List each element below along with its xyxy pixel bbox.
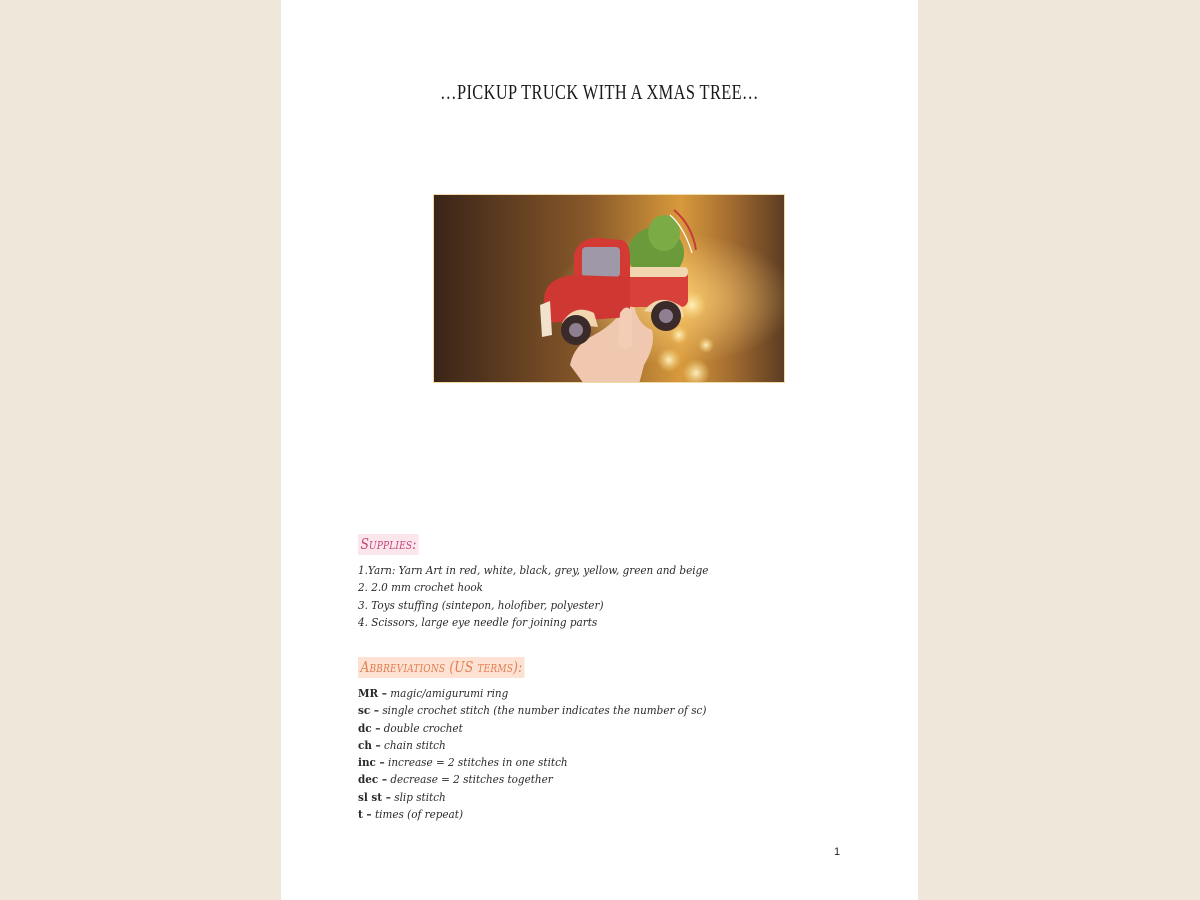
truck-photo [433, 194, 785, 383]
abbreviation-term: MR – [358, 686, 387, 700]
abbreviation-term: dec – [358, 772, 388, 787]
abbreviation-term: sl st – [358, 789, 391, 804]
abbreviation-description: chain stitch [380, 738, 446, 752]
page-number: 1 [834, 846, 841, 858]
abbreviation-description: single crochet stitch (the number indicates the number of sc) [379, 704, 707, 718]
supply-item: 2. 2.0 mm crochet hook [358, 581, 483, 595]
supplies-list [358, 562, 708, 631]
abbreviation-item [358, 789, 706, 806]
abbreviation-description: times (of repeat) [371, 808, 464, 822]
abbreviation-item [358, 771, 706, 788]
abbreviations-list [358, 685, 706, 823]
abbreviation-term: inc – [358, 755, 385, 770]
abbreviation-item [358, 685, 706, 702]
abbreviation-item [358, 702, 706, 719]
abbreviations-heading: Abbreviations (US terms): [358, 657, 525, 678]
abbreviation-term: sc – [358, 703, 380, 718]
page-title: …PICKUP TRUCK WITH A XMAS TREE… [440, 80, 759, 104]
abbreviation-description: slip stitch [390, 790, 446, 804]
supply-item: 4. Scissors, large eye needle for joining parts [358, 615, 598, 629]
abbreviation-description: increase = 2 stitches in one stitch [384, 756, 568, 770]
abbreviation-description: double crochet [380, 721, 463, 735]
abbreviation-item [358, 720, 706, 737]
abbreviation-item [358, 806, 706, 823]
abbreviation-description: magic/amigurumi ring [386, 687, 509, 700]
supply-item: 1.Yarn: Yarn Art in red, white, black, grey, yellow, green and beige [358, 564, 709, 577]
supply-item: 3. Toys stuffing (sintepon, holofiber, polyester) [358, 598, 604, 612]
abbreviation-item [358, 737, 706, 754]
supplies-heading: Supplies: [358, 534, 419, 555]
abbreviation-term: ch – [358, 737, 381, 752]
document-page [281, 0, 918, 900]
abbreviation-term: dc – [358, 720, 381, 735]
abbreviation-term: t – [358, 807, 372, 822]
abbreviation-description: decrease = 2 stitches together [387, 773, 553, 787]
abbreviation-item [358, 754, 706, 771]
